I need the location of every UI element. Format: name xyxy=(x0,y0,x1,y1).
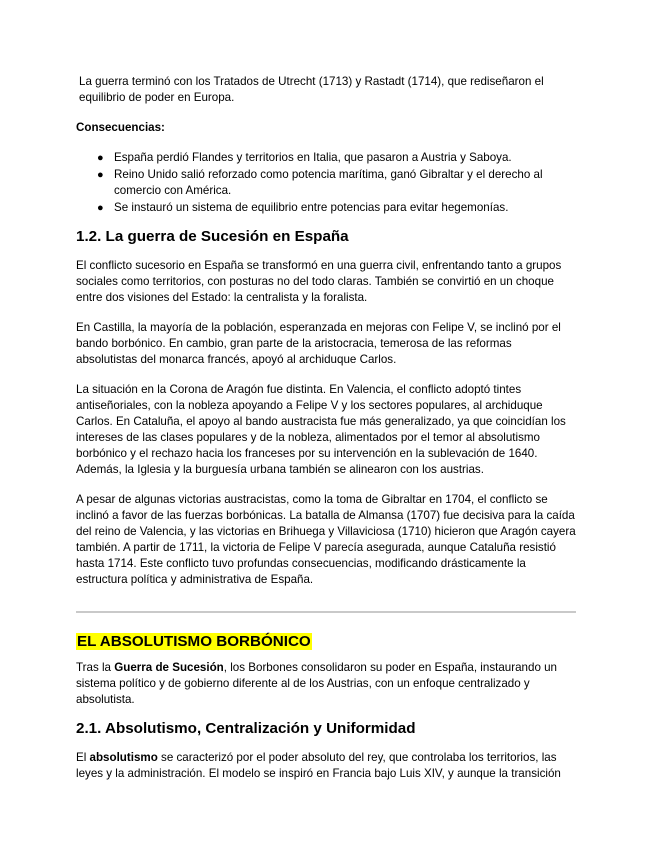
text-run: se caracterizó por el poder absoluto del rey, que controlaba los territorios, las leyes y la administración. El modelo se inspiró en Francia bajo Luis XIV, y aunque la transición xyxy=(76,751,561,780)
consequences-label: Consecuencias: xyxy=(76,121,165,134)
bullet-icon: ● xyxy=(97,202,104,214)
list-item-text: Se instauró un sistema de equilibrio entre potencias para evitar hegemonías. xyxy=(114,201,509,214)
paragraph: A pesar de algunas victorias austracistas, como la toma de Gibraltar en 1704, el conflicto se inclinó a favor de las fuerzas borbónicas. La batalla de Almansa (1707) fue decisiva para la caída del reino de Valencia, y las victorias en Brihuega y Villaviciosa (1710) hicieron que Aragón cayera también. A partir de 1711, la victoria de Felipe V parecía asegurada, aunque Cataluña resistió hasta 1714. Este conflicto tuvo profundas consecuencias, modificando drásticamente la estructura política y administrativa de España. xyxy=(76,493,576,586)
section-heading-absolutismo xyxy=(76,632,576,652)
paragraph: El conflicto sucesorio en España se transformó en una guerra civil, enfrentando tanto a grupos sociales como territorios, con posturas no del todo claras. También se convirtió en un choque entre dos visiones del Estado: la centralista y la foralista. xyxy=(76,259,562,304)
list-item xyxy=(76,167,576,199)
document-page xyxy=(76,74,576,782)
bullet-icon: ● xyxy=(97,152,104,164)
paragraph: La situación en la Corona de Aragón fue distinta. En Valencia, el conflicto adoptó tintes antiseñoriales, con la nobleza apoyando a Felipe V y los sectores populares, al archiduque Carlos. En Cataluña, el apoyo al bando austracista fue más generalizado, ya que coincidían los intereses de las clases populares y de la nobleza, alimentados por el temor al absolutismo borbónico y el rechazo hacia los franceses por su intervención en la sublevación de 1640. Además, la Iglesia y la burguesía urbana también se alinearon con los austrias. xyxy=(76,383,566,476)
list-item xyxy=(76,150,576,166)
bold-term: Guerra de Sucesión xyxy=(114,661,224,674)
section-heading-1-2: 1.2. La guerra de Sucesión en España xyxy=(76,228,349,245)
list-item xyxy=(76,200,576,216)
absolutismo-definition-paragraph xyxy=(76,750,576,782)
horizontal-divider xyxy=(76,611,576,613)
intro-paragraph: La guerra terminó con los Tratados de Utrecht (1713) y Rastadt (1714), que rediseñaron el equilibrio de poder en Europa. xyxy=(79,75,544,104)
text-run: El xyxy=(76,751,90,764)
section-heading-2-1: 2.1. Absolutismo, Centralización y Uniformidad xyxy=(76,720,416,737)
consequences-list xyxy=(76,150,576,216)
bold-term: absolutismo xyxy=(89,751,158,764)
bullet-icon: ● xyxy=(97,169,104,181)
highlighted-heading-text: EL ABSOLUTISMO BORBÓNICO xyxy=(77,633,311,650)
list-item-text: España perdió Flandes y territorios en Italia, que pasaron a Austria y Saboya. xyxy=(114,151,512,164)
text-run: , los Borbones consolidaron su poder en España, instaurando un sistema político y de gobierno diferente al de los Austrias, con un enfoque centralizado y absolutista. xyxy=(76,661,558,706)
text-run: Tras la xyxy=(76,661,115,674)
list-item-text: Reino Unido salió reforzado como potencia marítima, ganó Gibraltar y el derecho al comercio con América. xyxy=(114,168,543,197)
paragraph: En Castilla, la mayoría de la población, esperanzada en mejoras con Felipe V, se inclinó por el bando borbónico. En cambio, gran parte de la aristocracia, temerosa de las reformas absolutistas del monarca francés, apoyó al archiduque Carlos. xyxy=(76,321,561,366)
absolutismo-intro-paragraph xyxy=(76,660,576,708)
